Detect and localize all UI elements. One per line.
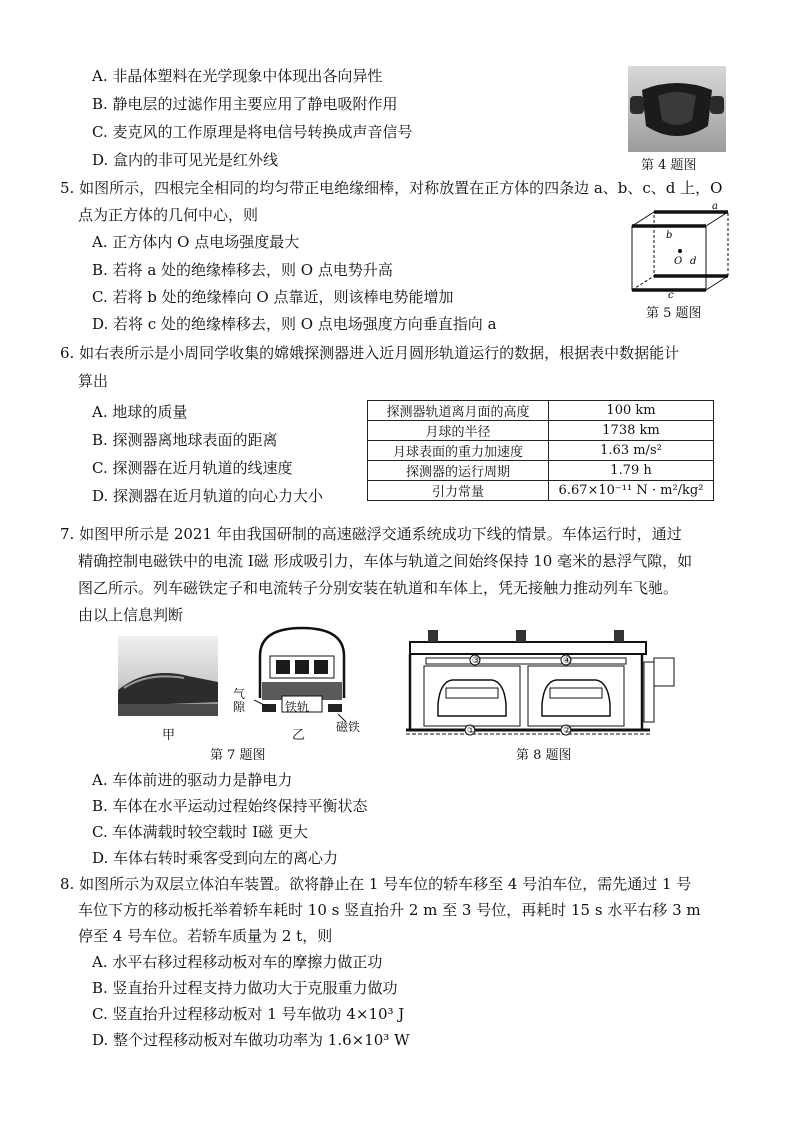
table-cell-key: 探测器轨道离月面的高度: [368, 401, 549, 421]
q5-option-d: D. 若将 c 处的绝缘棒移去，则 O 点电场强度方向垂直指向 a: [92, 315, 497, 333]
q4-option-c: C. 麦克风的工作原理是将电信号转换成声音信号: [92, 123, 413, 141]
q7-option-c: C. 车体满载时较空载时 I磁 更大: [92, 823, 308, 841]
q6-option-a: A. 地球的质量: [92, 403, 188, 421]
table-cell-value: 6.67×10⁻¹¹ N · m²/kg²: [549, 481, 714, 501]
table-cell-key: 探测器的运行周期: [368, 461, 549, 481]
cube-label-a: a: [712, 201, 718, 212]
q6-option-d: D. 探测器在近月轨道的向心力大小: [92, 487, 324, 505]
q7-stem-line1: 7. 如图甲所示是 2021 年由我国研制的高速磁浮交通系统成功下线的情景。车体运行时，通过: [60, 525, 682, 543]
parking-slot-4-label: ④: [563, 656, 572, 666]
table-cell-value: 100 km: [549, 401, 714, 421]
q6-option-c: C. 探测器在近月轨道的线速度: [92, 459, 293, 477]
q4-option-b: B. 静电层的过滤作用主要应用了静电吸附作用: [92, 95, 398, 113]
table-row: [368, 421, 714, 441]
fig8-caption: 第 8 题图: [516, 748, 572, 763]
table-row: [368, 481, 714, 501]
q8-option-c: C. 竖直抬升过程移动板对 1 号车做功 4×10³ J: [92, 1005, 405, 1023]
fig7-label-rail: 铁轨: [285, 700, 310, 714]
maglev-train-photo: [118, 636, 218, 716]
q8-option-a: A. 水平右移过程移动板对车的摩擦力做正功: [92, 953, 383, 971]
q6-stem-line1: 6. 如右表所示是小周同学收集的嫦娥探测器进入近月圆形轨道运行的数据，根据表中数据能计: [60, 344, 680, 362]
fig5-caption: 第 5 题图: [646, 306, 702, 321]
q8-stem-line1: 8. 如图所示为双层立体泊车装置。欲将静止在 1 号车位的轿车移至 4 号泊车位，需先通过 1 号: [60, 875, 692, 893]
parking-slot-3-label: ③: [472, 656, 481, 666]
fig7-label-yi: 乙: [292, 728, 306, 743]
mask-photo: [628, 66, 726, 152]
q8-option-d: D. 整个过程移动板对车做功功率为 1.6×10³ W: [92, 1031, 410, 1049]
table-row: [368, 401, 714, 421]
table-row: [368, 461, 714, 481]
q5-stem-line1: 5. 如图所示，四根完全相同的均匀带正电绝缘细棒，对称放置在正方体的四条边 a、b、c、d 上，O: [60, 179, 723, 197]
table-cell-value: 1738 km: [549, 421, 714, 441]
lunar-data-table: [367, 400, 714, 501]
q8-stem-line2: 车位下方的移动板托举着轿车耗时 10 s 竖直抬升 2 m 至 3 号位，再耗时 15 s 水平右移 3 m: [78, 901, 701, 919]
table-cell-value: 1.79 h: [549, 461, 714, 481]
q7-option-a: A. 车体前进的驱动力是静电力: [92, 771, 293, 789]
q7-stem-line2: 精确控制电磁铁中的电流 I磁 形成吸引力，车体与轨道之间始终保持 10 毫米的悬浮气隙，如: [78, 552, 693, 570]
q4-option-a: A. 非晶体塑料在光学现象中体现出各向异性: [92, 67, 383, 85]
q7-option-d: D. 车体右转时乘客受到向左的离心力: [92, 849, 339, 867]
q5-option-a: A. 正方体内 O 点电场强度最大: [92, 233, 300, 251]
q7-stem-line3: 图乙所示。列车磁铁定子和电流转子分别安装在轨道和车体上，凭无接触力推动列车飞驰。: [78, 579, 679, 597]
table-cell-value: 1.63 m/s²: [549, 441, 714, 461]
cube-diagram: [626, 200, 736, 300]
q8-stem-line3: 停至 4 号车位。若轿车质量为 2 t，则: [78, 927, 333, 945]
q6-option-b: B. 探测器离地球表面的距离: [92, 431, 278, 449]
table-cell-key: 月球表面的重力加速度: [368, 441, 549, 461]
q5-option-c: C. 若将 b 处的绝缘棒向 O 点靠近，则该棒电势能增加: [92, 288, 454, 306]
q5-stem-line2: 点为正方体的几何中心，则: [78, 206, 259, 224]
fig7-label-gap: 气隙: [233, 687, 246, 714]
parking-diagram: [406, 624, 680, 742]
parking-slot-2-label: ②: [563, 726, 572, 736]
q8-option-b: B. 竖直抬升过程支持力做功大于克服重力做功: [92, 979, 398, 997]
table-row: [368, 441, 714, 461]
q6-stem-line2: 算出: [78, 372, 109, 390]
parking-slot-1-label: ①: [467, 726, 476, 736]
cube-label-d: d: [690, 256, 697, 267]
q7-stem-line4: 由以上信息判断: [78, 606, 184, 624]
table-cell-key: 引力常量: [368, 481, 549, 501]
q5-option-b: B. 若将 a 处的绝缘棒移去，则 O 点电势升高: [92, 261, 393, 279]
q4-option-d: D. 盒内的非可见光是红外线: [92, 151, 279, 169]
fig4-caption: 第 4 题图: [641, 158, 697, 173]
table-cell-key: 月球的半径: [368, 421, 549, 441]
fig7-label-magnet: 磁铁: [336, 720, 361, 734]
fig7-label-jia: 甲: [162, 728, 176, 743]
cube-label-c: c: [668, 290, 674, 300]
q7-option-b: B. 车体在水平运动过程始终保持平衡状态: [92, 797, 368, 815]
fig7-caption: 第 7 题图: [210, 748, 266, 763]
cube-label-o: O: [674, 256, 683, 267]
cube-label-b: b: [666, 230, 673, 241]
